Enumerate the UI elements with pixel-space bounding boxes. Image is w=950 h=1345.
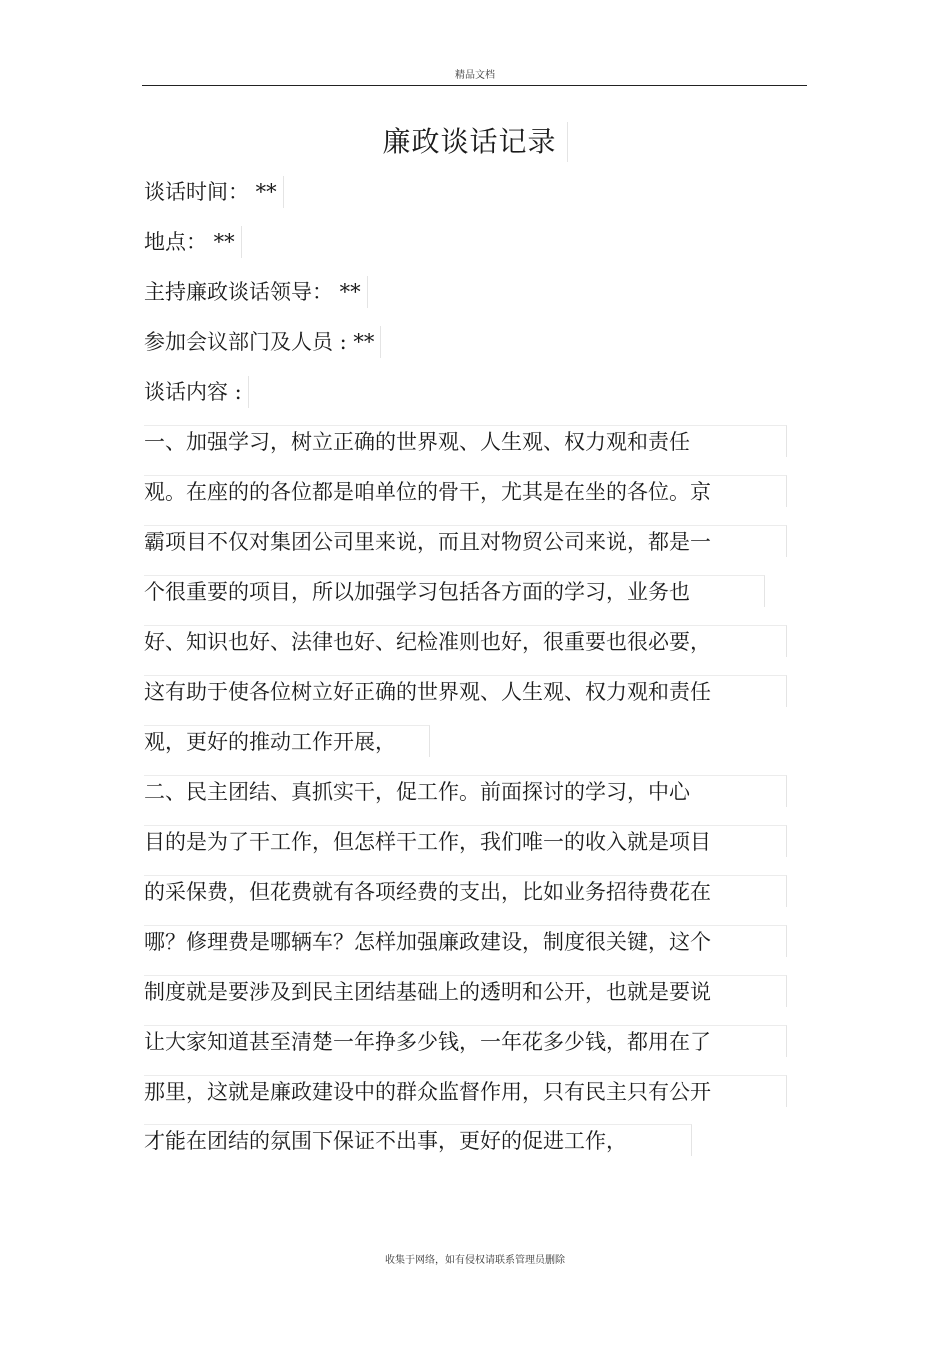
body-line: 霸项目不仅对集团公司里来说，而且对物贸公司来说，都是一 [144,525,787,557]
body-line: 个很重要的项目，所以加强学习包括各方面的学习，业务也 [144,575,765,607]
field-talk-time: 谈话时间： ** [144,176,284,208]
document-title: 廉政谈话记录 [382,122,567,162]
field-location: 地点： ** [144,226,242,258]
field-host-leader: 主持廉政谈话领导： ** [144,276,368,308]
document-title-wrap [0,122,950,162]
body-line: 目的是为了干工作，但怎样干工作，我们唯一的收入就是项目 [144,825,787,857]
body-line: 的采保费，但花费就有各项经费的支出，比如业务招待费花在 [144,875,787,907]
body-line: 才能在团结的氛围下保证不出事，更好的促进工作， [144,1124,692,1156]
body-line: 让大家知道甚至清楚一年挣多少钱，一年花多少钱，都用在了 [144,1025,787,1057]
field-content-label: 谈话内容 : [144,376,249,408]
page-header-label: 精品文档 [455,70,495,81]
body-line: 哪？修理费是哪辆车？怎样加强廉政建设，制度很关键，这个 [144,925,787,957]
header-divider [142,85,807,86]
body-line: 一、加强学习，树立正确的世界观、人生观、权力观和责任 [144,425,787,457]
body-line: 那里，这就是廉政建设中的群众监督作用，只有民主只有公开 [144,1075,787,1107]
body-line: 好、知识也好、法律也好、纪检准则也好，很重要也很必要， [144,625,787,657]
page-footer-notice: 收集于网络，如有侵权请联系管理员删除 [385,1255,565,1266]
body-line: 二、民主团结、真抓实干，促工作。前面探讨的学习，中心 [144,775,787,807]
body-line: 制度就是要涉及到民主团结基础上的透明和公开，也就是要说 [144,975,787,1007]
body-line: 这有助于使各位树立好正确的世界观、人生观、权力观和责任 [144,675,787,707]
body-line: 观，更好的推动工作开展， [144,725,430,757]
body-line: 观。在座的的各位都是咱单位的骨干，尤其是在坐的各位。京 [144,475,787,507]
field-attendees: 参加会议部门及人员 : ** [144,326,381,358]
